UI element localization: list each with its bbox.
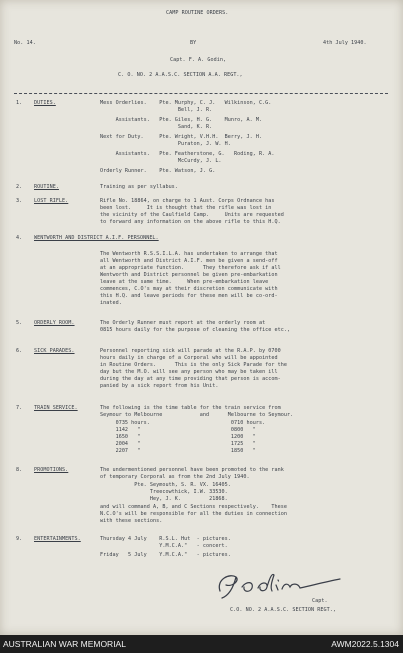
- duty-line: Puraton, J. W. H.: [100, 141, 231, 147]
- duty-line: Mess Orderlies. Pte. Murphy, C. J. Wilkinson, C.G.: [100, 100, 272, 106]
- promotions-text: N.C.O's will be responsible for all the duties in connection: [100, 511, 288, 517]
- issuing-officer: Capt. F. A. Godin,: [170, 57, 227, 63]
- section-title-lost-rifle: LOST RIFLE.: [34, 198, 69, 204]
- sick-parades-text: in Routine Orders. This is the only Sick Parade for the: [100, 362, 288, 368]
- lost-rifle-text: the vicinity of the Caulfield Camp. Units are requested: [100, 212, 284, 218]
- duty-line: Sand, K. R.: [100, 124, 213, 130]
- issuing-unit: C. O. NO. 2 A.A.S.C. SECTION A.A. REGT.,: [118, 72, 243, 78]
- lost-rifle-text: to forward any information on the above rifle to this H.Q.: [100, 219, 281, 225]
- section-title-sick-parades: SICK PARADES.: [34, 348, 75, 354]
- wentworth-text: inated.: [100, 300, 122, 306]
- order-number: No. 14.: [14, 40, 36, 46]
- archive-reference: AWM2022.5.1304: [331, 639, 399, 649]
- duty-line: Orderly Runner. Pte. Watson, J. G.: [100, 168, 216, 174]
- train-text: The following is the time table for the train service from: [100, 405, 281, 411]
- section-number: 4.: [16, 235, 23, 241]
- wentworth-text: Wentworth and District personnel be given pre-embarkation: [100, 272, 278, 278]
- archive-footer: [0, 635, 403, 653]
- promotions-text: and will command A, B, and C Sections respectively. These: [100, 504, 288, 510]
- section-number: 5.: [16, 320, 23, 326]
- sick-parades-text: day but the M.O. will see any person who may be taken ill: [100, 369, 278, 375]
- promotions-text: with these sections.: [100, 518, 163, 524]
- entertainment-entry: Y.M.C.A." - concert.: [100, 543, 228, 549]
- header-divider: [14, 93, 388, 94]
- section-number: 1.: [16, 100, 23, 106]
- promotion-entry: Pte. Seymouth, S. R. VX. 16405.: [100, 482, 231, 488]
- section-title-entertainments: ENTERTAINMENTS.: [34, 536, 81, 542]
- sick-parades-text: panied by a sick report from his Unit.: [100, 383, 219, 389]
- closing-rank: Capt.: [312, 598, 328, 604]
- train-timetable-row: 2207 " 1850 ": [100, 448, 256, 454]
- section-number: 8.: [16, 467, 23, 473]
- duty-line: Assistants. Pte. Featherstone, G. Roding, R. A.: [100, 151, 275, 157]
- promotion-entry: Hey, J. K. 21868.: [100, 496, 228, 502]
- entertainment-entry: Friday 5 July Y.M.C.A." - pictures.: [100, 552, 231, 558]
- duty-line: Assistants. Pte. Giles, H. G. Munro, A. M.: [100, 117, 263, 123]
- train-timetable-row: 1142 " 0800 ": [100, 427, 256, 433]
- entertainment-entry: Thursday 4 July R.S.L. Hut - pictures.: [100, 536, 231, 542]
- section-number: 7.: [16, 405, 23, 411]
- orderly-room-text: 0815 hours daily for the purpose of cleaning the office etc.,: [100, 327, 291, 333]
- train-timetable-row: 0735 hours. 0710 hours.: [100, 420, 266, 426]
- sick-parades-text: Personnel reporting sick will parade at the R.A.P. by 0700: [100, 348, 281, 354]
- train-text: Seymour to Melbourne and Melbourne to Seymour.: [100, 412, 294, 418]
- promotions-text: of temporary Corporal as from the 2nd July 1940.: [100, 474, 250, 480]
- archive-name: AUSTRALIAN WAR MEMORIAL: [3, 639, 126, 649]
- section-title-promotions: PROMOTIONS.: [34, 467, 69, 473]
- section-title-train-service: TRAIN SERVICE.: [34, 405, 78, 411]
- wentworth-text: The Wentworth R.S.S.I.L.A. has undertaken to arrange that: [100, 251, 278, 257]
- duty-line: Bell, J. R.: [100, 107, 213, 113]
- train-timetable-row: 1650 " 1200 ": [100, 434, 256, 440]
- section-title-orderly-room: ORDERLY ROOM.: [34, 320, 75, 326]
- wentworth-text: this H.Q. and leave periods for these men will be co-ord-: [100, 293, 278, 299]
- section-title-routine: ROUTINE.: [34, 184, 59, 190]
- section-number: 9.: [16, 536, 23, 542]
- section-number: 6.: [16, 348, 23, 354]
- lost-rifle-text: been lost. It is thought that the rifle was lost in: [100, 205, 272, 211]
- wentworth-text: all Wentworth and District A.I.F. men be given a send-off: [100, 258, 278, 264]
- duty-line: Next for Duty. Pte. Wright, V.H.H. Berry, J. H.: [100, 134, 263, 140]
- document-title: CAMP ROUTINE ORDERS.: [166, 10, 229, 16]
- lost-rifle-text: Rifle No. 18864, on charge to 1 Aust. Corps Ordnance has: [100, 198, 275, 204]
- order-date: 4th July 1940.: [323, 40, 367, 46]
- section-number: 3.: [16, 198, 23, 204]
- by-label: BY: [190, 40, 197, 46]
- orderly-room-text: The Orderly Runner must report at the orderly room at: [100, 320, 266, 326]
- section-number: 2.: [16, 184, 23, 190]
- section-title-wentworth: WENTWORTH AND DISTRICT A.I.F. PERSONNEL.: [34, 235, 159, 241]
- closing-unit: C.O. NO. 2 A.A.S.C. SECTION REGT.,: [230, 607, 336, 613]
- wentworth-text: at an appropriate function. They therefore ask if all: [100, 265, 281, 271]
- promotion-entry: Treecowthick, I.W. 33530.: [100, 489, 228, 495]
- handwritten-signature: [212, 571, 352, 601]
- duty-line: McCurdy, J. L.: [100, 158, 222, 164]
- promotions-text: The undermentioned personnel have been promoted to the rank: [100, 467, 284, 473]
- sick-parades-text: hours daily in charge of a Corporal who will be appointed: [100, 355, 278, 361]
- wentworth-text: leave at the same time. When pre-embarkation leave: [100, 279, 269, 285]
- routine-text: Training as per syllabus.: [100, 184, 178, 190]
- section-title-duties: DUTIES.: [34, 100, 56, 106]
- wentworth-text: commences, C.O's may at their discretion communicate with: [100, 286, 278, 292]
- train-timetable-row: 2004 " 1725 ": [100, 441, 256, 447]
- sick-parades-text: during the day at any time providing that person is accom-: [100, 376, 281, 382]
